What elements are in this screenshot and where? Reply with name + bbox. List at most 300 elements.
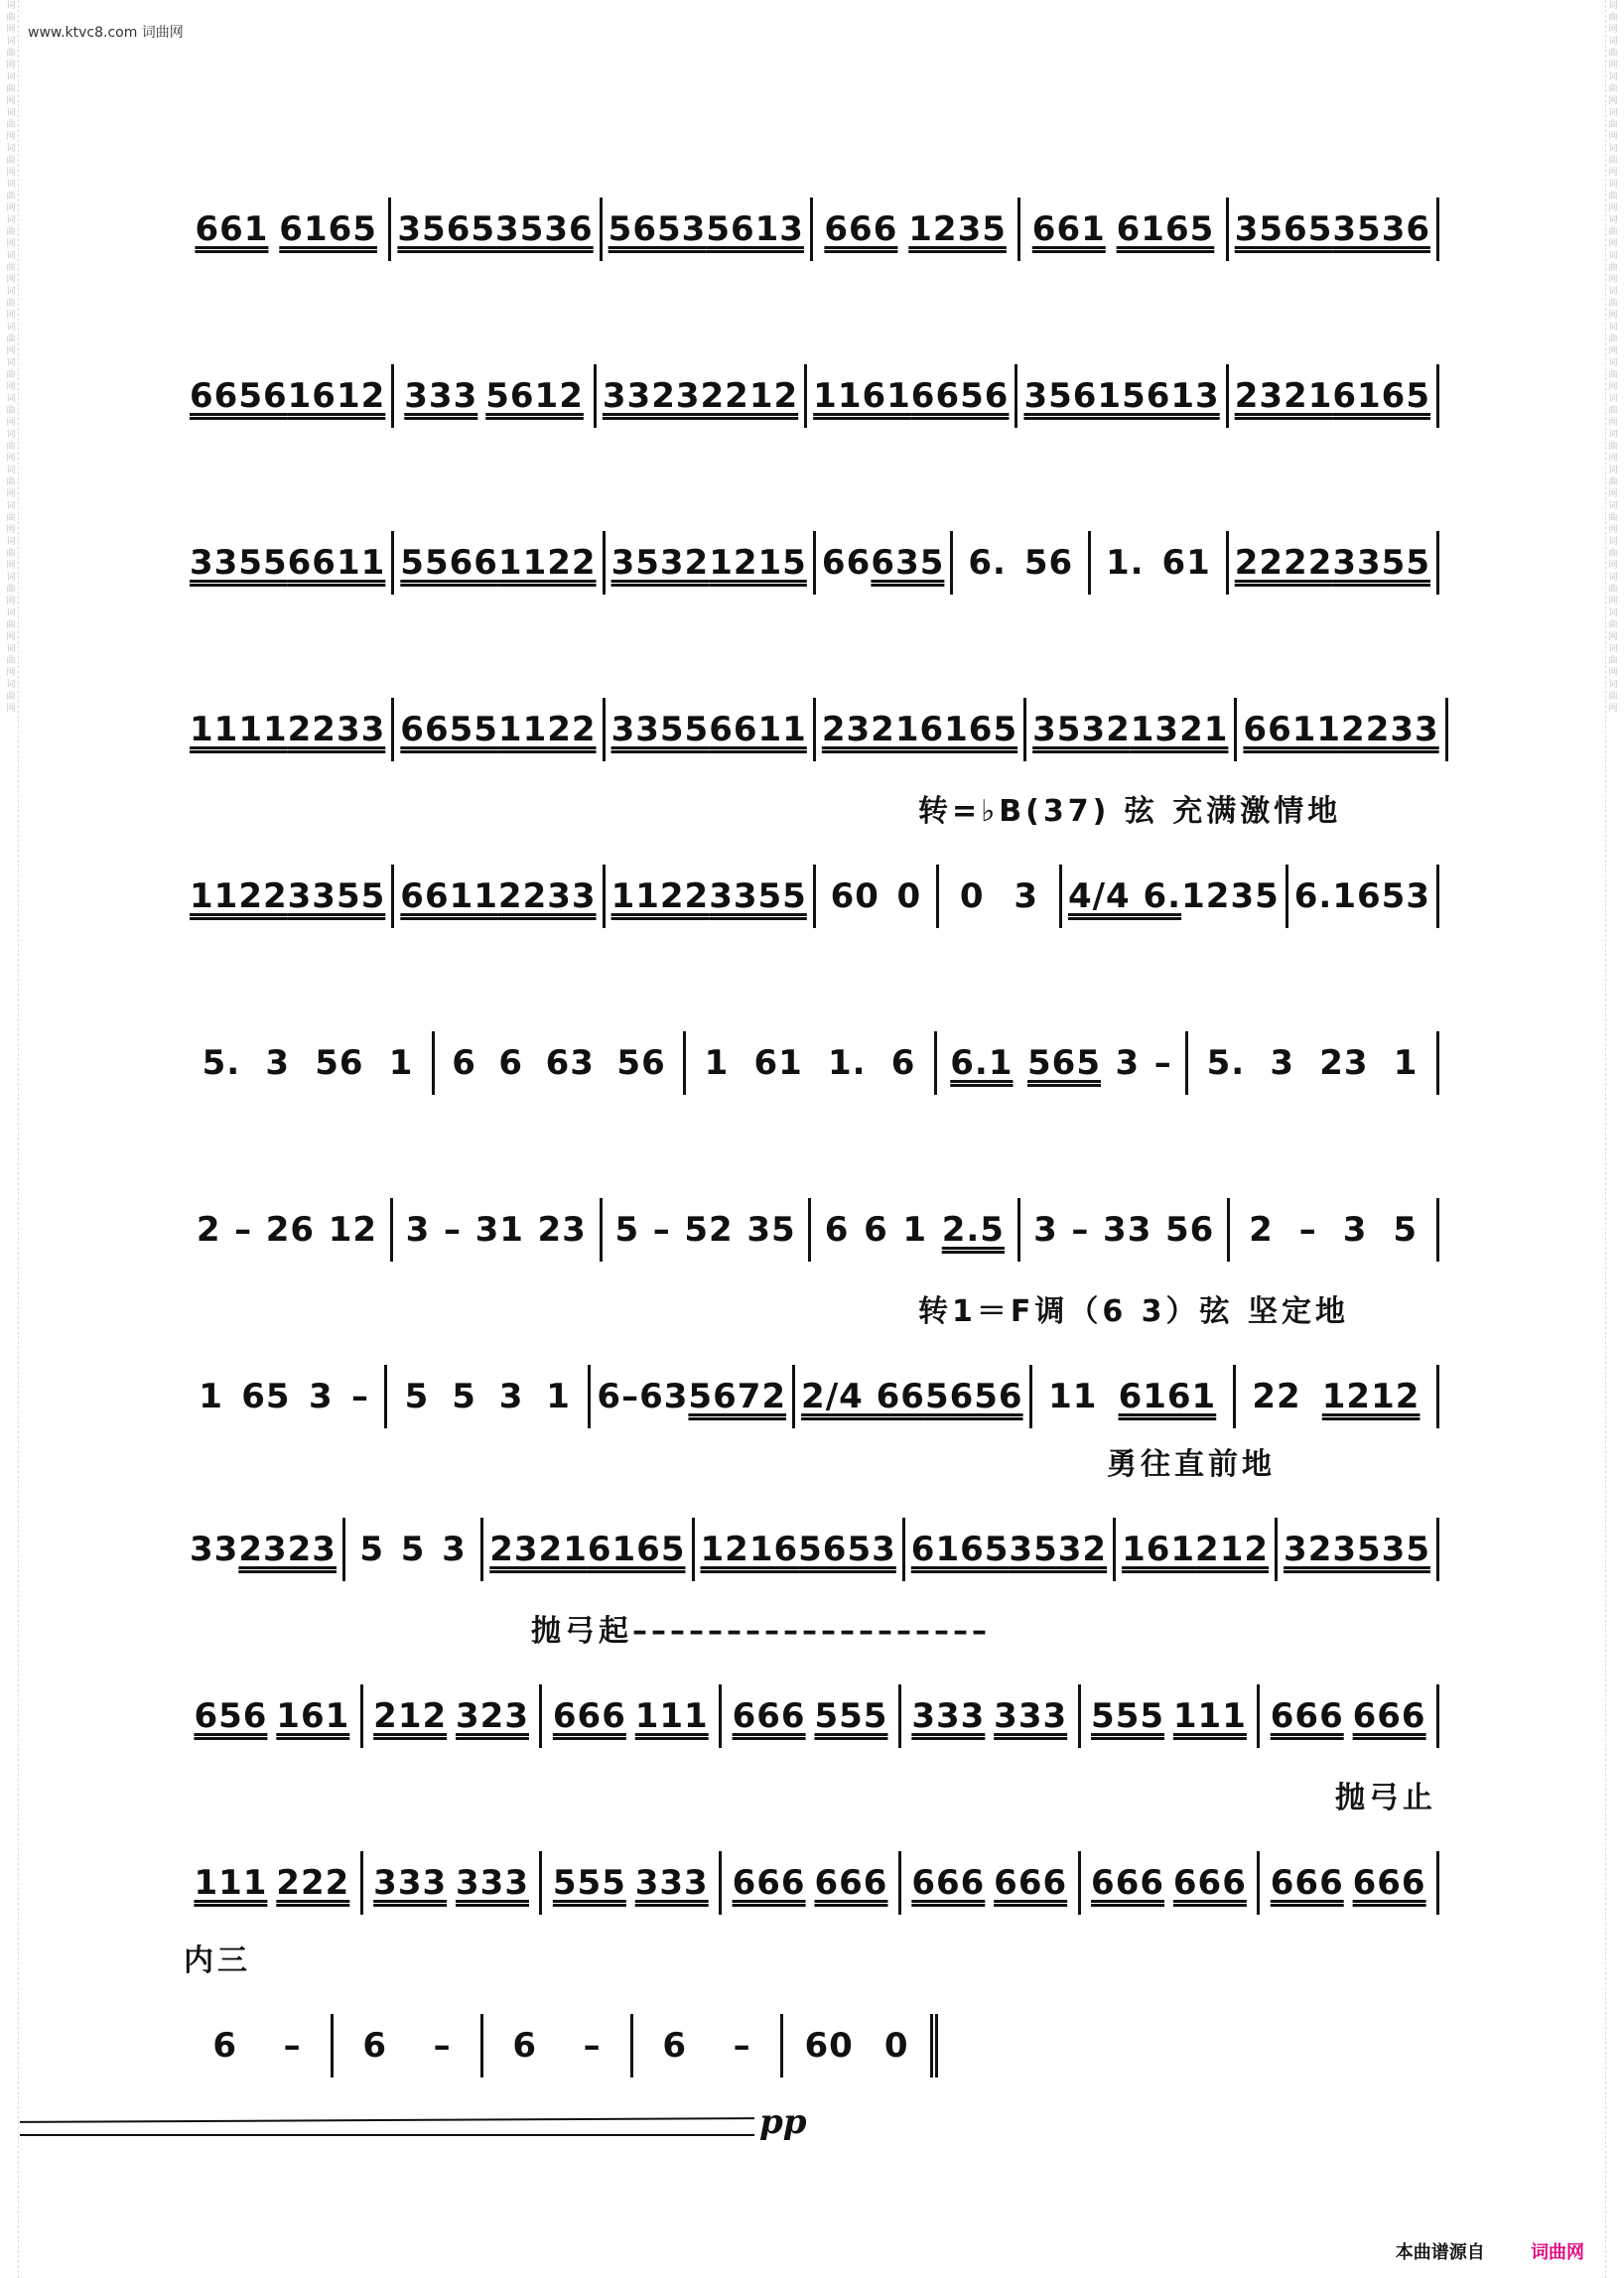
measure	[1236, 1365, 1439, 1428]
note-group: –	[234, 1210, 253, 1250]
note-group: 3	[1270, 1043, 1295, 1083]
performance-annotation: 转1＝F调（6 3）弦 坚定地	[918, 1294, 1350, 1329]
system-annotations	[184, 119, 1439, 155]
measure	[184, 1851, 363, 1915]
note-group: 5	[404, 1377, 430, 1416]
measure	[184, 1684, 363, 1748]
measure	[394, 364, 597, 428]
note-group: 63	[639, 1377, 689, 1416]
note-group: 2	[1249, 1210, 1274, 1250]
note-group: 333	[911, 1696, 986, 1736]
right-watermark-strip: 词曲网词曲网词曲网词曲网词曲网词曲网词曲网词曲网词曲网词曲网词曲网词曲网词曲网词曲网词曲网词曲网词曲网词曲网词曲网词曲网	[1605, 0, 1620, 2278]
note-group: 2233	[497, 876, 597, 916]
note-group: 1	[546, 1377, 571, 1416]
measure	[695, 1518, 905, 1581]
measure	[1020, 1198, 1230, 1262]
measure	[1229, 198, 1439, 261]
note-group: 666	[1270, 1696, 1344, 1736]
note-group: 6165	[587, 1530, 686, 1569]
system-annotations	[184, 619, 1439, 655]
note-group: 2/4 66	[801, 1377, 925, 1416]
measure	[435, 1031, 686, 1095]
measure-row	[184, 695, 1439, 764]
note-group: 5	[1393, 1210, 1418, 1250]
note-group: 1122	[497, 710, 597, 749]
note-group: 60	[830, 876, 880, 916]
note-group: 3532	[1032, 710, 1131, 749]
note-group: 212	[1195, 1530, 1270, 1569]
note-group: 1122	[610, 876, 710, 916]
measure	[1188, 1031, 1439, 1095]
note-group: –	[433, 2026, 452, 2066]
measure	[722, 1684, 901, 1748]
note-group: 3355	[610, 710, 710, 749]
measure	[722, 1851, 901, 1915]
score-system	[184, 983, 1439, 1102]
note-group: 3561	[1023, 376, 1123, 416]
measure-row	[184, 195, 1439, 264]
note-group: 111	[194, 1863, 268, 1903]
note-group: 555	[814, 1696, 888, 1736]
measure-row	[184, 1362, 1439, 1431]
note-group: 1321	[1130, 710, 1229, 749]
note-group: 3532	[1009, 1530, 1108, 1569]
measure	[1081, 1684, 1261, 1748]
decrescendo-line-top	[20, 2117, 754, 2125]
measure	[937, 1031, 1188, 1095]
note-group: 1	[704, 1043, 730, 1083]
note-group: 5656	[924, 1377, 1023, 1416]
note-group: 23	[1319, 1043, 1369, 1083]
note-group: 1111	[190, 710, 288, 749]
note-group: 6655	[400, 710, 498, 749]
note-group: 3323	[602, 376, 701, 416]
note-group: 3	[1406, 876, 1431, 916]
system-annotations	[184, 786, 1439, 829]
note-group: 5612	[485, 376, 584, 416]
note-group: 56	[1023, 543, 1074, 583]
note-group: 11	[1048, 1377, 1098, 1416]
measure	[816, 531, 954, 595]
note-group: –	[1298, 1210, 1317, 1250]
measure	[394, 531, 605, 595]
system-annotations	[184, 953, 1439, 989]
note-group: 5.	[202, 1043, 241, 1083]
note-group: 161	[1122, 1530, 1196, 1569]
note-group: 6	[824, 1210, 850, 1250]
measure	[483, 2014, 633, 2077]
measure	[813, 198, 1020, 261]
note-group: 6	[498, 1043, 524, 1083]
note-group: 2233	[1341, 710, 1439, 749]
note-group: –	[652, 1210, 671, 1250]
note-group: 6.	[1293, 876, 1333, 916]
measure	[1081, 1851, 1261, 1915]
note-group: –	[1153, 1043, 1172, 1083]
score-system	[184, 1614, 1439, 1755]
note-group: 3	[405, 1210, 431, 1250]
note-group: 5653	[608, 209, 707, 249]
note-group: 3355	[1332, 543, 1430, 583]
note-group: 1	[199, 1377, 223, 1416]
measure	[633, 2014, 783, 2077]
note-group: 661	[195, 209, 269, 249]
note-group: 555	[1091, 1696, 1165, 1736]
note-group: –	[1071, 1210, 1090, 1250]
note-group: 65	[241, 1377, 291, 1416]
note-group: 5613	[1122, 376, 1220, 416]
note-group: 2323	[238, 1530, 337, 1569]
measure	[1229, 364, 1439, 428]
measure	[795, 1365, 1032, 1428]
note-group: 212	[373, 1696, 448, 1736]
measure	[184, 1365, 387, 1428]
measure	[184, 364, 394, 428]
note-group: 2	[196, 1210, 221, 1250]
site-header: www.ktvc8.com 词曲网	[28, 25, 184, 41]
note-group: 3532	[610, 543, 710, 583]
system-annotations	[184, 1606, 1439, 1649]
measure	[483, 1518, 694, 1581]
note-group: 3536	[1332, 209, 1431, 249]
note-group: –	[733, 2026, 751, 2066]
note-group: 31	[474, 1210, 524, 1250]
note-group: 666	[1352, 1863, 1426, 1903]
note-group: 666	[1352, 1696, 1426, 1736]
note-group: 3	[1014, 876, 1038, 916]
measure	[345, 1518, 483, 1581]
system-annotations	[184, 1120, 1439, 1155]
note-group: –	[583, 2026, 602, 2066]
score-system	[184, 649, 1439, 768]
note-group: 666	[732, 1863, 806, 1903]
measure	[686, 1031, 937, 1095]
note-group: 3	[1033, 1210, 1058, 1250]
note-group: 1	[388, 1043, 414, 1083]
note-group: 52	[684, 1210, 734, 1250]
note-group: 1.	[1106, 543, 1145, 583]
note-group: 2233	[287, 710, 386, 749]
measure	[783, 2014, 938, 2077]
measure	[184, 865, 394, 928]
note-group: 6	[362, 2026, 387, 2066]
score-system	[184, 1294, 1439, 1435]
note-group: 12	[328, 1210, 378, 1250]
measure	[387, 1365, 591, 1428]
note-group: 0	[883, 2026, 909, 2066]
note-group: 111	[1172, 1696, 1247, 1736]
note-group: 666	[552, 1696, 626, 1736]
note-group: 333	[373, 1863, 448, 1903]
footer-brand[interactable]: 词曲网	[1531, 2242, 1584, 2263]
note-group: 3	[1115, 1043, 1141, 1083]
system-annotations	[184, 453, 1439, 488]
note-group: 6611	[287, 543, 386, 583]
measure	[334, 2014, 483, 2077]
note-group: 1122	[190, 876, 288, 916]
measure	[603, 1198, 812, 1262]
note-group: 6165	[919, 710, 1018, 749]
note-group: 6165	[1332, 376, 1430, 416]
measure	[1091, 531, 1229, 595]
measure	[807, 364, 1017, 428]
note-group: 5672	[688, 1377, 787, 1416]
measure	[363, 1851, 543, 1915]
system-annotations	[184, 1286, 1439, 1329]
note-group: 6	[597, 1377, 622, 1416]
footer	[1396, 2238, 1584, 2264]
note-group: 6	[212, 2026, 237, 2066]
note-group: 6611	[400, 876, 498, 916]
note-group: 1	[1332, 876, 1358, 916]
measure	[1237, 698, 1447, 761]
note-group: 222	[276, 1863, 350, 1903]
note-group: 111	[634, 1696, 709, 1736]
note-group: –	[350, 1377, 369, 1416]
footer-source: 本曲谱源自	[1395, 2242, 1485, 2263]
score-system	[184, 482, 1439, 602]
measure	[1062, 865, 1288, 928]
measure-row	[184, 1195, 1439, 1265]
note-group: 656	[194, 1696, 268, 1736]
note-group: 6165	[910, 1530, 1010, 1569]
measure-row	[184, 2011, 938, 2080]
note-group: 3565	[397, 209, 496, 249]
note-group: 66	[821, 543, 872, 583]
note-group: 565	[1027, 1043, 1101, 1083]
measure	[1278, 1518, 1439, 1581]
measure	[597, 364, 807, 428]
note-group: 1	[1393, 1043, 1419, 1083]
measure	[1288, 865, 1439, 928]
note-group: 333	[634, 1863, 709, 1903]
note-group: 6	[864, 1210, 888, 1250]
measure	[811, 1198, 1020, 1262]
measure	[591, 1365, 795, 1428]
note-group: 6	[662, 2026, 687, 2066]
note-group: 2222	[1234, 543, 1333, 583]
score-system	[184, 1149, 1439, 1269]
performance-annotation: 抛弓止	[1335, 1781, 1436, 1815]
note-group: 6	[452, 1043, 476, 1083]
note-group: 1.	[827, 1043, 867, 1083]
note-group: 1612	[287, 376, 386, 416]
measure	[939, 865, 1062, 928]
note-group: 5.	[1206, 1043, 1246, 1083]
note-group: 6656	[910, 376, 1010, 416]
note-group: 666	[911, 1863, 986, 1903]
note-group: 26	[265, 1210, 316, 1250]
note-group: 2321	[489, 1530, 588, 1569]
note-group: 23	[537, 1210, 587, 1250]
note-group: 6165	[1116, 209, 1215, 249]
measure	[1032, 1365, 1236, 1428]
note-group: 56	[1165, 1210, 1215, 1250]
note-group: –	[443, 1210, 462, 1250]
measure	[1020, 198, 1228, 261]
note-group: 3	[442, 1530, 467, 1569]
score-system	[184, 794, 1439, 935]
note-group: 6	[512, 2026, 537, 2066]
note-group: 555	[552, 1863, 626, 1903]
note-group: 3	[308, 1377, 334, 1416]
measure	[1229, 531, 1439, 595]
measure	[184, 2014, 334, 2077]
measure-row	[184, 528, 1439, 598]
measure	[394, 865, 605, 928]
note-group: 6.1	[950, 1043, 1014, 1083]
measure	[184, 198, 391, 261]
note-group: 1235	[908, 209, 1007, 249]
performance-annotation: 抛弓起–––––––––––––––––––	[531, 1614, 991, 1649]
note-group: 6656	[190, 376, 288, 416]
note-group: 2321	[1234, 376, 1333, 416]
note-group: 65	[1357, 876, 1407, 916]
note-group: 0	[896, 876, 922, 916]
measure	[363, 1684, 543, 1748]
performance-annotation: 勇往直前地	[1107, 1447, 1276, 1482]
measure	[393, 1198, 603, 1262]
system-annotations	[184, 286, 1439, 322]
note-group: 0	[959, 876, 985, 916]
note-group: 666	[732, 1696, 806, 1736]
measure	[1026, 698, 1237, 761]
note-group: 333	[456, 1863, 529, 1903]
measure	[603, 198, 813, 261]
note-group: 2.5	[941, 1210, 1005, 1250]
note-group: 6	[890, 1043, 916, 1083]
note-group: 666	[1172, 1863, 1247, 1903]
measure	[184, 1031, 435, 1095]
note-group: 661	[1031, 209, 1106, 249]
measure	[1116, 1518, 1278, 1581]
score-system	[184, 149, 1439, 268]
note-group: 1161	[813, 376, 911, 416]
note-group: 1	[1181, 876, 1206, 916]
measure	[184, 698, 394, 761]
measure-row	[184, 1028, 1439, 1098]
note-group: 1122	[497, 543, 597, 583]
note-group: –	[283, 2026, 302, 2066]
note-group: 323	[456, 1696, 529, 1736]
score-system	[184, 1447, 1439, 1588]
measure	[1230, 1198, 1439, 1262]
note-group: 5566	[400, 543, 498, 583]
note-group: 61	[753, 1043, 803, 1083]
note-group: 635	[871, 543, 945, 583]
note-group: 3	[498, 1377, 524, 1416]
note-group: 333	[404, 376, 478, 416]
note-group: –	[621, 1377, 640, 1416]
measure	[184, 531, 394, 595]
note-group: 1216	[700, 1530, 799, 1569]
score-system	[184, 316, 1439, 435]
measure	[1260, 1851, 1439, 1915]
note-group: 3565	[1234, 209, 1333, 249]
measure	[542, 1851, 722, 1915]
note-group: 666	[994, 1863, 1068, 1903]
note-group: 666	[1270, 1863, 1344, 1903]
note-group: 5	[359, 1530, 384, 1569]
note-group: 1212	[1321, 1377, 1421, 1416]
note-group: 1215	[709, 543, 807, 583]
note-group: 33	[190, 1530, 239, 1569]
measure	[1017, 364, 1228, 428]
note-group: 3355	[287, 876, 386, 916]
note-group: 3536	[495, 209, 594, 249]
system-annotations	[184, 1773, 1439, 1815]
measure	[542, 1684, 722, 1748]
system-annotations	[184, 1936, 1439, 1978]
note-group: 333	[994, 1696, 1068, 1736]
note-group: 3355	[709, 876, 807, 916]
left-watermark-strip: 词曲网词曲网词曲网词曲网词曲网词曲网词曲网词曲网词曲网词曲网词曲网词曲网词曲网词曲网词曲网词曲网词曲网词曲网词曲网词曲网	[4, 0, 19, 2278]
measure-row	[184, 1681, 1439, 1751]
note-group: 6611	[709, 710, 807, 749]
measure-row	[184, 862, 1439, 931]
note-group: 666	[824, 209, 898, 249]
score-system	[184, 1781, 1439, 1922]
note-group: 56	[315, 1043, 364, 1083]
note-group: 161	[276, 1696, 350, 1736]
measure	[394, 698, 605, 761]
note-group: 6161	[1118, 1377, 1217, 1416]
measure	[953, 531, 1091, 595]
measure	[901, 1684, 1081, 1748]
note-group: 33	[1103, 1210, 1152, 1250]
note-group: 56	[616, 1043, 666, 1083]
measure	[1260, 1684, 1439, 1748]
measure	[816, 698, 1026, 761]
note-group: 3	[265, 1043, 291, 1083]
note-group: 3355	[190, 543, 288, 583]
note-group: 5613	[706, 209, 804, 249]
note-group: 22	[1252, 1377, 1301, 1416]
note-group: 63	[545, 1043, 595, 1083]
note-group: 323	[1284, 1530, 1358, 1569]
note-group: 6165	[279, 209, 377, 249]
note-group: 2	[1205, 876, 1231, 916]
measure	[606, 531, 816, 595]
measure	[816, 865, 939, 928]
note-group: 5	[452, 1377, 476, 1416]
decrescendo-line-bottom	[20, 2134, 754, 2138]
measure-row	[184, 1515, 1439, 1584]
note-group: 1	[902, 1210, 928, 1250]
note-group: 61	[1161, 543, 1211, 583]
note-group: 6.	[968, 543, 1007, 583]
measure	[901, 1851, 1081, 1915]
note-group: 5	[400, 1530, 426, 1569]
note-group: 666	[814, 1863, 888, 1903]
measure	[184, 1518, 345, 1581]
performance-annotation: 内三	[184, 1943, 251, 1978]
measure	[905, 1518, 1116, 1581]
note-group: 35	[1230, 876, 1280, 916]
note-group: 3	[1342, 1210, 1368, 1250]
system-annotations	[184, 1439, 1439, 1482]
note-group: 666	[1091, 1863, 1165, 1903]
measure	[391, 198, 602, 261]
measure-row	[184, 361, 1439, 431]
note-group: 2212	[700, 376, 799, 416]
note-group: 535	[1357, 1530, 1430, 1569]
note-group: 5	[614, 1210, 640, 1250]
score-system	[184, 1943, 1439, 2084]
measure	[606, 865, 816, 928]
note-group: 5653	[798, 1530, 896, 1569]
measure-row	[184, 1848, 1439, 1918]
